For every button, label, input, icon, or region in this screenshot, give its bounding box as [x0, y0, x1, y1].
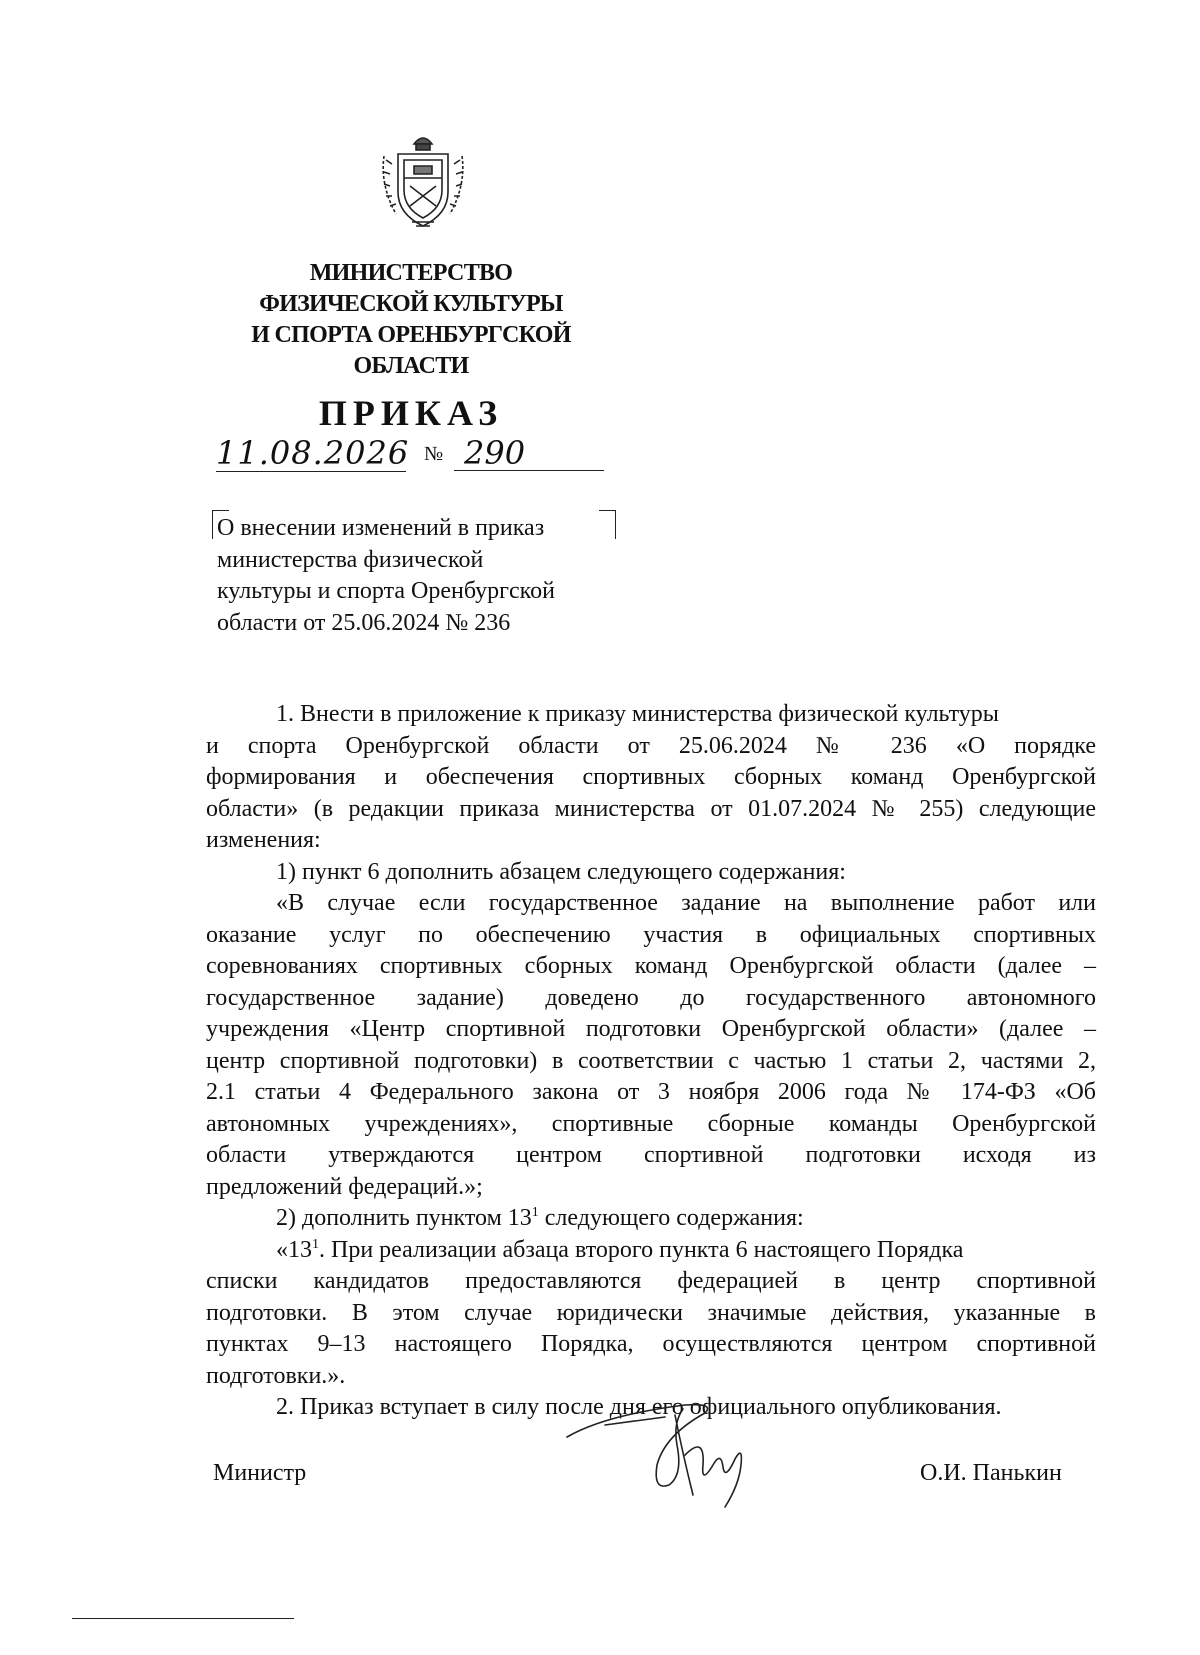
signer-name: О.И. Панькин [920, 1460, 1062, 1486]
body-line: формирования и обеспечения спортивных сборных команд Оренбургской [206, 764, 1096, 790]
subject-line: культуры и спорта Оренбургской [217, 578, 555, 604]
body-line: 1. Внести в приложение к приказу министерства физической культуры [276, 701, 999, 727]
body-text: «13 [276, 1236, 312, 1263]
body-line: изменения: [206, 827, 321, 853]
body-line: 2. Приказ вступает в силу после дня его официального опубликования. [276, 1394, 1002, 1420]
body-line: государственное задание) доведено до государственного автономного [206, 984, 1096, 1011]
body-line: области утверждаются центром спортивной подготовки исходя из [206, 1142, 1096, 1168]
superscript: 1 [312, 1236, 319, 1252]
order-subject [217, 513, 617, 639]
body-line: центр спортивной подготовки) в соответствии с частью 1 статьи 2, частями 2, [206, 1047, 1096, 1074]
body-line: 1) пункт 6 дополнить абзацем следующего содержания: [276, 858, 846, 885]
body-text: 2) дополнить пунктом 13 [276, 1205, 532, 1231]
body-line [206, 1203, 1096, 1235]
subject-line: О внесении изменений в приказ [217, 515, 545, 541]
ministry-line-2: ФИЗИЧЕСКОЙ КУЛЬТУРЫ [259, 291, 563, 317]
body-line: подготовки.». [206, 1362, 346, 1389]
body-line: области» (в редакции приказа министерства от 01.07.2024 № 255) следующие [206, 795, 1096, 822]
body-line: учреждения «Центр спортивной подготовки Оренбургской области» (далее – [206, 1016, 1096, 1042]
body-line: пунктах 9–13 настоящего Порядка, осуществляются центром спортивной [206, 1331, 1096, 1357]
body-text: . При реализации абзаца второго пункта 6 настоящего Порядка [319, 1236, 964, 1263]
subject-line: области от 25.06.2024 № 236 [217, 609, 511, 636]
ministry-line-3: И СПОРТА ОРЕНБУРГСКОЙ [251, 322, 571, 348]
handwritten-number: 290 [454, 435, 604, 471]
body-line: автономных учреждениях», спортивные сборные команды Оренбургской [206, 1110, 1096, 1137]
body-line: оказание услуг по обеспечению участия в официальных спортивных [206, 921, 1096, 948]
body-line: подготовки. В этом случае юридически значимые действия, указанные в [206, 1299, 1096, 1326]
order-body [206, 699, 1096, 1424]
date-number-row [212, 435, 612, 475]
body-line: списки кандидатов предоставляются федерацией в центр спортивной [206, 1268, 1096, 1294]
ministry-line-1: МИНИСТЕРСТВО [309, 260, 513, 286]
signer-position: Министр [213, 1460, 307, 1486]
body-line: соревнованиях спортивных сборных команд Оренбургской области (далее – [206, 953, 1096, 979]
handwritten-signature [565, 1395, 795, 1510]
subject-line: министерства физической [217, 546, 484, 573]
body-line: и спорта Оренбургской области от 25.06.2024 № 236 «О порядке [206, 732, 1096, 759]
body-line: «В случае если государственное задание на выполнение работ или [276, 890, 1096, 916]
document-type-title: ПРИКАЗ [318, 393, 504, 433]
body-line: предложений федераций.»; [206, 1173, 483, 1200]
coat-of-arms-emblem [378, 130, 468, 230]
body-text: следующего содержания: [538, 1205, 804, 1231]
superscript: 1 [531, 1205, 539, 1220]
footnote-divider [72, 1618, 294, 1619]
ministry-name [236, 258, 586, 382]
ministry-line-4: ОБЛАСТИ [353, 353, 469, 379]
body-line: 2.1 статьи 4 Федерального закона от 3 ноября 2006 года № 174-ФЗ «Об [206, 1079, 1096, 1105]
number-sign: № [424, 443, 444, 465]
handwritten-date: 11.08.2026 [216, 434, 410, 472]
body-line [206, 1235, 1096, 1267]
